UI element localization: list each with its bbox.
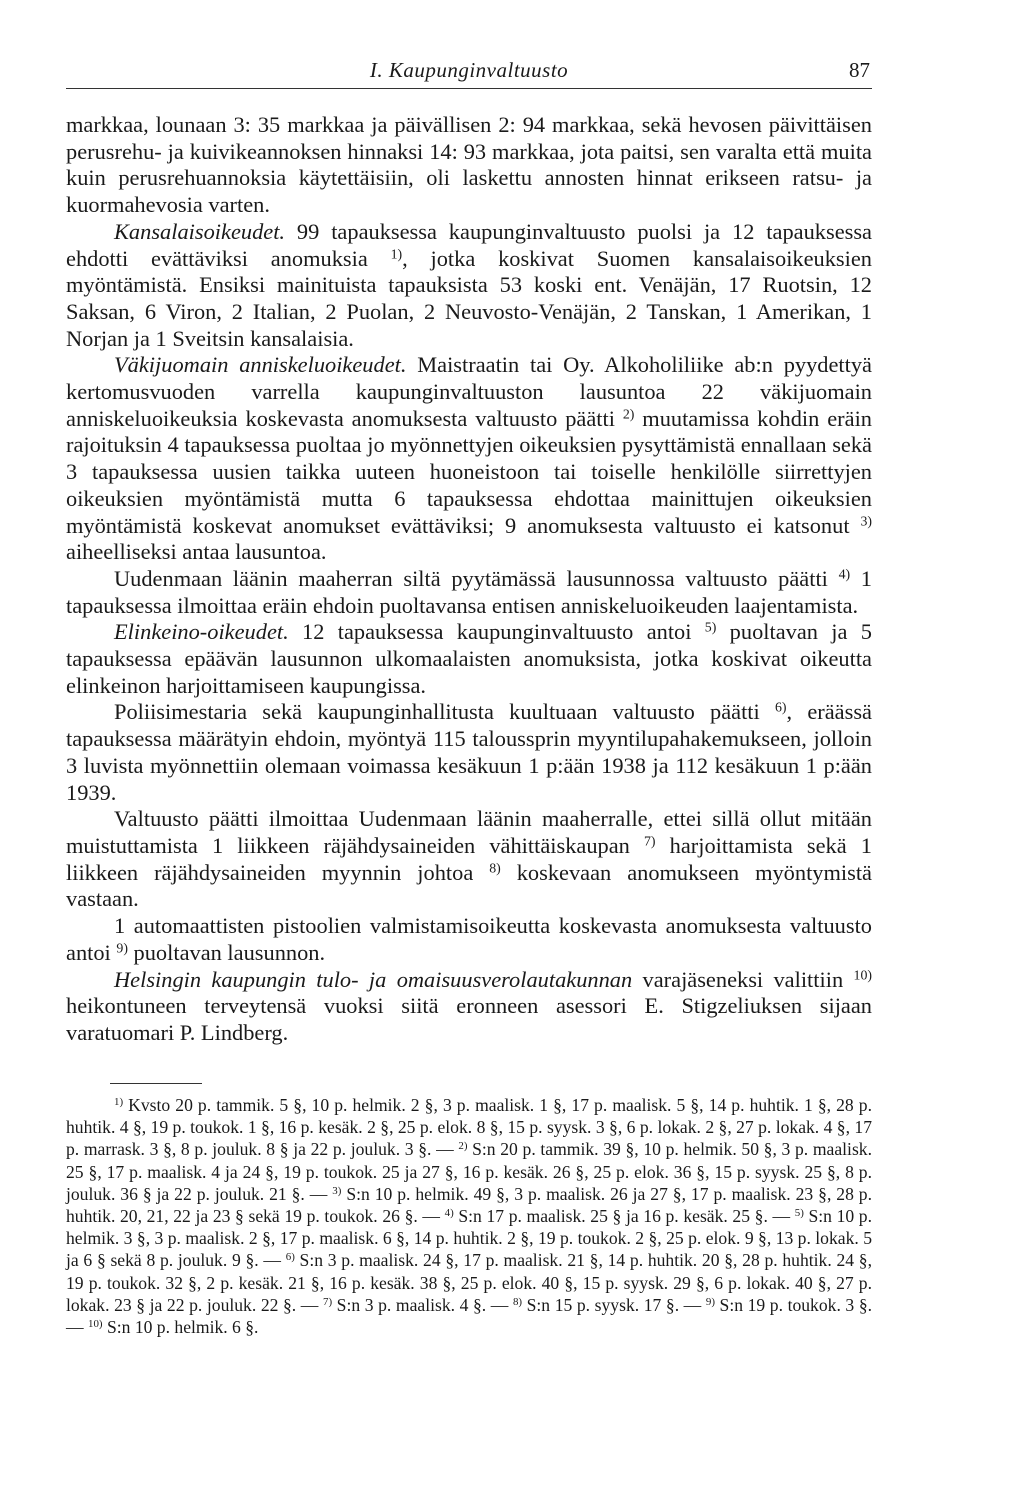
footnote-ref-5: 5) [704,620,717,636]
footnote-ref-9: 9) [116,941,128,957]
page-number: 87 [849,58,870,82]
section-heading-vakijuomain: Väkijuomain anniskeluoikeudet. [114,352,407,378]
paragraph-continued: markkaa, lounaan 3: 35 markkaa ja päivällisen 2: 94 markkaa, sekä hevosen päivittäisen perusrehu- ja kuivikeannoksen hinnaksi 14: 93 markkaa, jota paitsi, sen varalta että muita kuin perusrehuannoksia käytettäisiin, oli laskettu annosten hinnat erikseen ratsu- ja kuormahevosia varten. [66,112,872,218]
footnote-10: S:n 10 p. helmik. 6 §. [102,1317,259,1338]
footnote-8: S:n 15 p. syysk. 17 §. — [522,1294,706,1315]
paragraph-text: Maistraatin tai Oy. Alkoholiliike ab:n pyydettyä kertomusvuoden varrella kaupunginvaltuuston lausuntoa 22 väkijuomain anniskeluoikeuksia koskevasta anomuksesta valtuusto päätti [66,352,872,431]
paragraph-text: muutamissa kohdin eräin rajoituksin 4 tapauksessa puoltaa jo myönnettyjen oikeuksien pysyttämistä ennallaan sekä 3 tapauksessa uusien taikka uuteen huoneistoon tai toiselle henkilölle siirrettyjen oikeuksien myöntämistä mutta 6 tapauksessa ehdottaa mainittujen oikeuksien myöntämistä koskevat anomukset evättäviksi; 9 anomuksesta valtuusto ei katsonut [66,405,872,538]
section-heading-verolautakunta: Helsingin kaupungin tulo- ja omaisuusverolautakunnan [114,966,633,992]
footnote-ref-10: 10) [853,967,872,983]
paragraph-text: , jotka koskivat Suomen kansalaisoikeuksien myöntämistä. Ensiksi mainituista tapauksista 53 koski ent. Venäjän, 17 Ruotsin, 12 Saksan, 6 Viron, 2 Italian, 2 Puolan, 2 Neuvosto-Venäjän, 2 Tanskan, 1 Amerikan, 1 Norjan ja 1 Sveitsin kansalaisia. [66,245,873,351]
paragraph-text: 1 automaattisten pistoolien valmistamisoikeutta koskevasta anomuksesta valtuusto antoi [66,913,872,965]
paragraph-text: , eräässä tapauksessa määrätyin ehdoin, myöntyä 115 taloussprin myyntilupahakemukseen, jolloin 3 luvista myönnettiin olemaan voimassa kesäkuun 1 p:ään 1938 ja 112 kesäkuun 1 p:ään 1939. [66,699,872,805]
paragraph-elinkeino [66,619,872,699]
paragraph-text: Valtuusto päätti ilmoittaa Uudenmaan läänin maaherralle, ettei sillä ollut mitään muistuttamista 1 liikkeen räjähdysaineiden vähittäiskaupan [66,806,872,858]
footnote-mark-6: 6) [285,1251,295,1264]
paragraph-text: heikontuneen terveytensä vuoksi siitä eronneen asessori E. Stigzeliuksen sijaan varatuomari P. Lindberg. [66,993,872,1045]
paragraph-text: 99 tapauksessa kaupunginvaltuusto puolsi ja 12 tapauksessa ehdotti evättäviksi anomuksia [66,218,872,271]
paragraph-text: koskevaan anomukseen myöntymistä vastaan. [66,859,872,912]
footnote-block [66,1094,872,1338]
paragraph-verolautakunta [66,967,872,1047]
paragraph-text: varajäseneksi valittiin [632,966,854,992]
footnote-ref-6: 6) [774,700,787,716]
footnotes [66,1094,872,1338]
footnote-5: S:n 10 p. helmik. 3 §, 3 p. maalisk. 2 §, 17 p. maalisk. 6 §, 14 p. huhtik. 2 §, 19 p. toukok. 2 §, 25 p. elok. 9 §, 13 p. lokak. 5 ja 6 § sekä 8 p. jouluk. 9 §. — [66,1206,872,1271]
footnote-mark-9: 9) [705,1295,715,1308]
footnote-ref-2: 2) [622,407,635,423]
footnote-4: S:n 17 p. maalisk. 25 § ja 16 p. kesäk. 25 §. — [453,1206,795,1227]
footnote-2: S:n 20 p. tammik. 39 §, 10 p. helmik. 50 §, 3 p. maalisk. 25 §, 17 p. maalisk. 4 ja 24 §, 19 p. toukok. 25 ja 27 §, 16 p. kesäk. 26 §, 25 p. elok. 36 §, 15 p. syysk. 25 §, 8 p. jouluk. 36 § ja 22 p. jouluk. 21 §. — [66,1139,872,1204]
footnote-3: S:n 10 p. helmik. 49 §, 3 p. maalisk. 26 ja 27 §, 17 p. maalisk. 23 §, 28 p. huhtik. 20, 21, 22 ja 23 § sekä 19 p. toukok. 26 §. — [66,1183,872,1227]
footnote-mark-4: 4) [444,1207,454,1220]
footnote-divider [110,1083,202,1084]
footnote-ref-4: 4) [838,567,851,583]
paragraph-text: Uudenmaan läänin maaherran siltä pyytämässä lausunnossa valtuusto päätti [114,565,839,591]
footnote-ref-3: 3) [860,513,872,529]
footnote-mark-5: 5) [794,1207,804,1220]
footnote-mark-8: 8) [512,1295,523,1308]
page-header [66,54,872,89]
footnote-mark-10: 10) [88,1318,103,1331]
paragraph-text: 12 tapauksessa kaupunginvaltuusto antoi [288,619,705,645]
paragraph-kansalaisoikeudet [66,219,872,353]
paragraph-pistoolit [66,913,872,966]
paragraph-text: harjoittamista sekä 1 liikkeen räjähdysaineiden myynnin johtoa [66,832,873,885]
paragraph-text: puoltavan ja 5 tapauksessa epäävän lausunnon ulkomaalaisten anomuksista, jotka koskivat oikeutta elinkeinon harjoittamiseen kaupungissa. [66,619,872,698]
body-text [66,112,872,1047]
footnote-ref-8: 8) [489,861,501,877]
footnote-9: S:n 19 p. toukok. 3 §. — [66,1294,873,1338]
paragraph-vakijuomain [66,352,872,566]
footnote-6: S:n 3 p. maalisk. 24 §, 17 p. maalisk. 21 §, 14 p. huhtik. 20 §, 28 p. huhtik. 24 §, 19 p. toukok. 32 §, 2 p. kesäk. 21 §, 16 p. kesäk. 38 §, 25 p. elok. 40 §, 15 p. syysk. 29 §, 6 p. lokak. 40 §, 27 p. lokak. 23 § ja 22 p. jouluk. 22 §. — [66,1250,872,1315]
running-head: I. Kaupunginvaltuusto [369,58,569,82]
paragraph-poliisimestari [66,699,872,806]
paragraph-text: aiheelliseksi antaa lausuntoa. [66,539,327,565]
footnote-ref-1: 1) [390,246,403,262]
footnote-ref-7: 7) [643,834,656,850]
footnote-7: S:n 3 p. maalisk. 4 §. — [332,1294,513,1315]
footnote-mark-1: 1) [114,1096,124,1108]
section-heading-elinkeino: Elinkeino-oikeudet. [114,619,289,645]
paragraph-maaherra [66,566,872,619]
footnote-1: Kvsto 20 p. tammik. 5 §, 10 p. helmik. 2 §, 3 p. maalisk. 1 §, 17 p. maalisk. 5 §, 14 p. huhtik. 1 §, 28 p. huhtik. 4 §, 19 p. toukok. 1 §, 16 p. kesäk. 2 §, 25 p. elok. 8 §, 15 p. syysk. 3 §, 6 p. lokak. 2 §, 27 p. lokak. 4 §, 17 p. marrask. 3 §, 8 p. jouluk. 8 § ja 22 p. jouluk. 3 §. — [66,1095,872,1160]
footnote-mark-2: 2) [458,1140,468,1153]
footnote-mark-3: 3) [332,1184,342,1197]
paragraph-text: puoltavan lausunnon. [127,939,326,965]
footnote-mark-7: 7) [322,1295,333,1308]
section-heading-kansalaisoikeudet: Kansalaisoikeudet. [114,218,286,244]
paragraph-text: Poliisimestaria sekä kaupunginhallitusta kuultuaan valtuusto päätti [114,699,775,725]
paragraph-rajahdysaineet [66,806,872,913]
paragraph-text: 1 tapauksessa ilmoittaa eräin ehdoin puoltavansa entisen anniskeluoikeuden laajentamista. [66,565,872,618]
